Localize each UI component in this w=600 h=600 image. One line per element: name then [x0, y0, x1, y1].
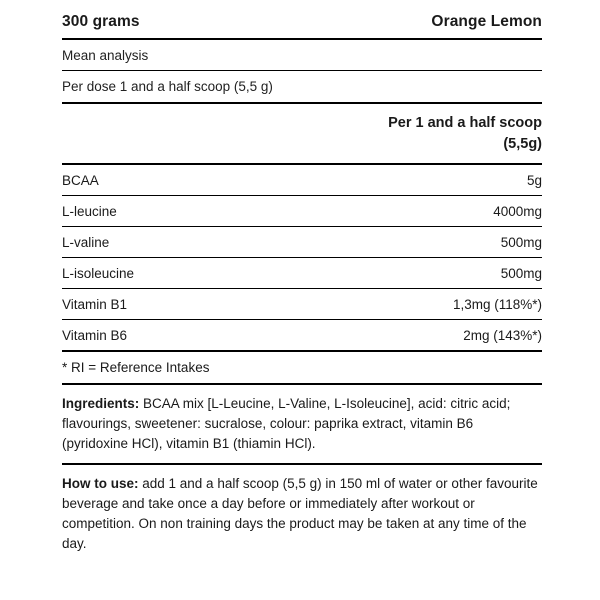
nutrient-value: 2mg (143%*) [463, 328, 542, 344]
product-flavour: Orange Lemon [431, 13, 542, 30]
serving-column-header-line2: (5,5g) [503, 136, 542, 153]
nutrient-name: L-valine [62, 235, 110, 251]
nutrient-value: 500mg [500, 235, 542, 251]
nutrient-value: 5g [526, 173, 542, 189]
nutrient-name: L-isoleucine [62, 266, 135, 282]
serving-column-header [62, 104, 542, 165]
how-to-use-paragraph [62, 465, 542, 563]
mean-analysis-row [62, 40, 542, 71]
table-row [62, 320, 542, 352]
nutrient-name: Vitamin B6 [62, 328, 128, 344]
reference-intake-footnote: * RI = Reference Intakes [62, 352, 542, 385]
per-dose-text: Per dose 1 and a half scoop (5,5 g) [62, 79, 273, 94]
table-row [62, 227, 542, 258]
product-weight: 300 grams [62, 13, 140, 30]
table-row [62, 196, 542, 227]
nutrient-name: L-leucine [62, 204, 117, 220]
ingredients-paragraph [62, 385, 542, 465]
serving-column-header-line1: Per 1 and a half scoop [388, 115, 542, 131]
nutrient-name: BCAA [62, 173, 99, 189]
nutrient-value: 1,3mg (118%*) [452, 297, 542, 313]
nutrient-name: Vitamin B1 [62, 297, 128, 313]
ingredients-label: Ingredients: [62, 396, 140, 412]
table-row [62, 258, 542, 289]
ingredients-text: BCAA mix [L-Leucine, L-Valine, L-Isoleucine], acid: citric acid; flavourings, sweetener: sucralose, colour: paprika extract, vitamin B6 (pyridoxine HCl), vitamin B1 (thiamin HCl). [62, 396, 511, 451]
nutrient-value: 4000mg [493, 204, 542, 220]
how-to-use-label: How to use: [62, 475, 139, 491]
mean-analysis-title: Mean analysis [62, 48, 149, 63]
how-to-use-text: add 1 and a half scoop (5,5 g) in 150 ml of water or other favourite beverage and take once a day before or immediately after workout or competition. On non training days the product may be taken at any time of the day. [62, 475, 538, 551]
table-row [62, 289, 542, 320]
product-header-row [62, 6, 542, 40]
per-dose-row [62, 71, 542, 104]
table-row [62, 165, 542, 196]
nutrient-value: 500mg [500, 266, 542, 282]
